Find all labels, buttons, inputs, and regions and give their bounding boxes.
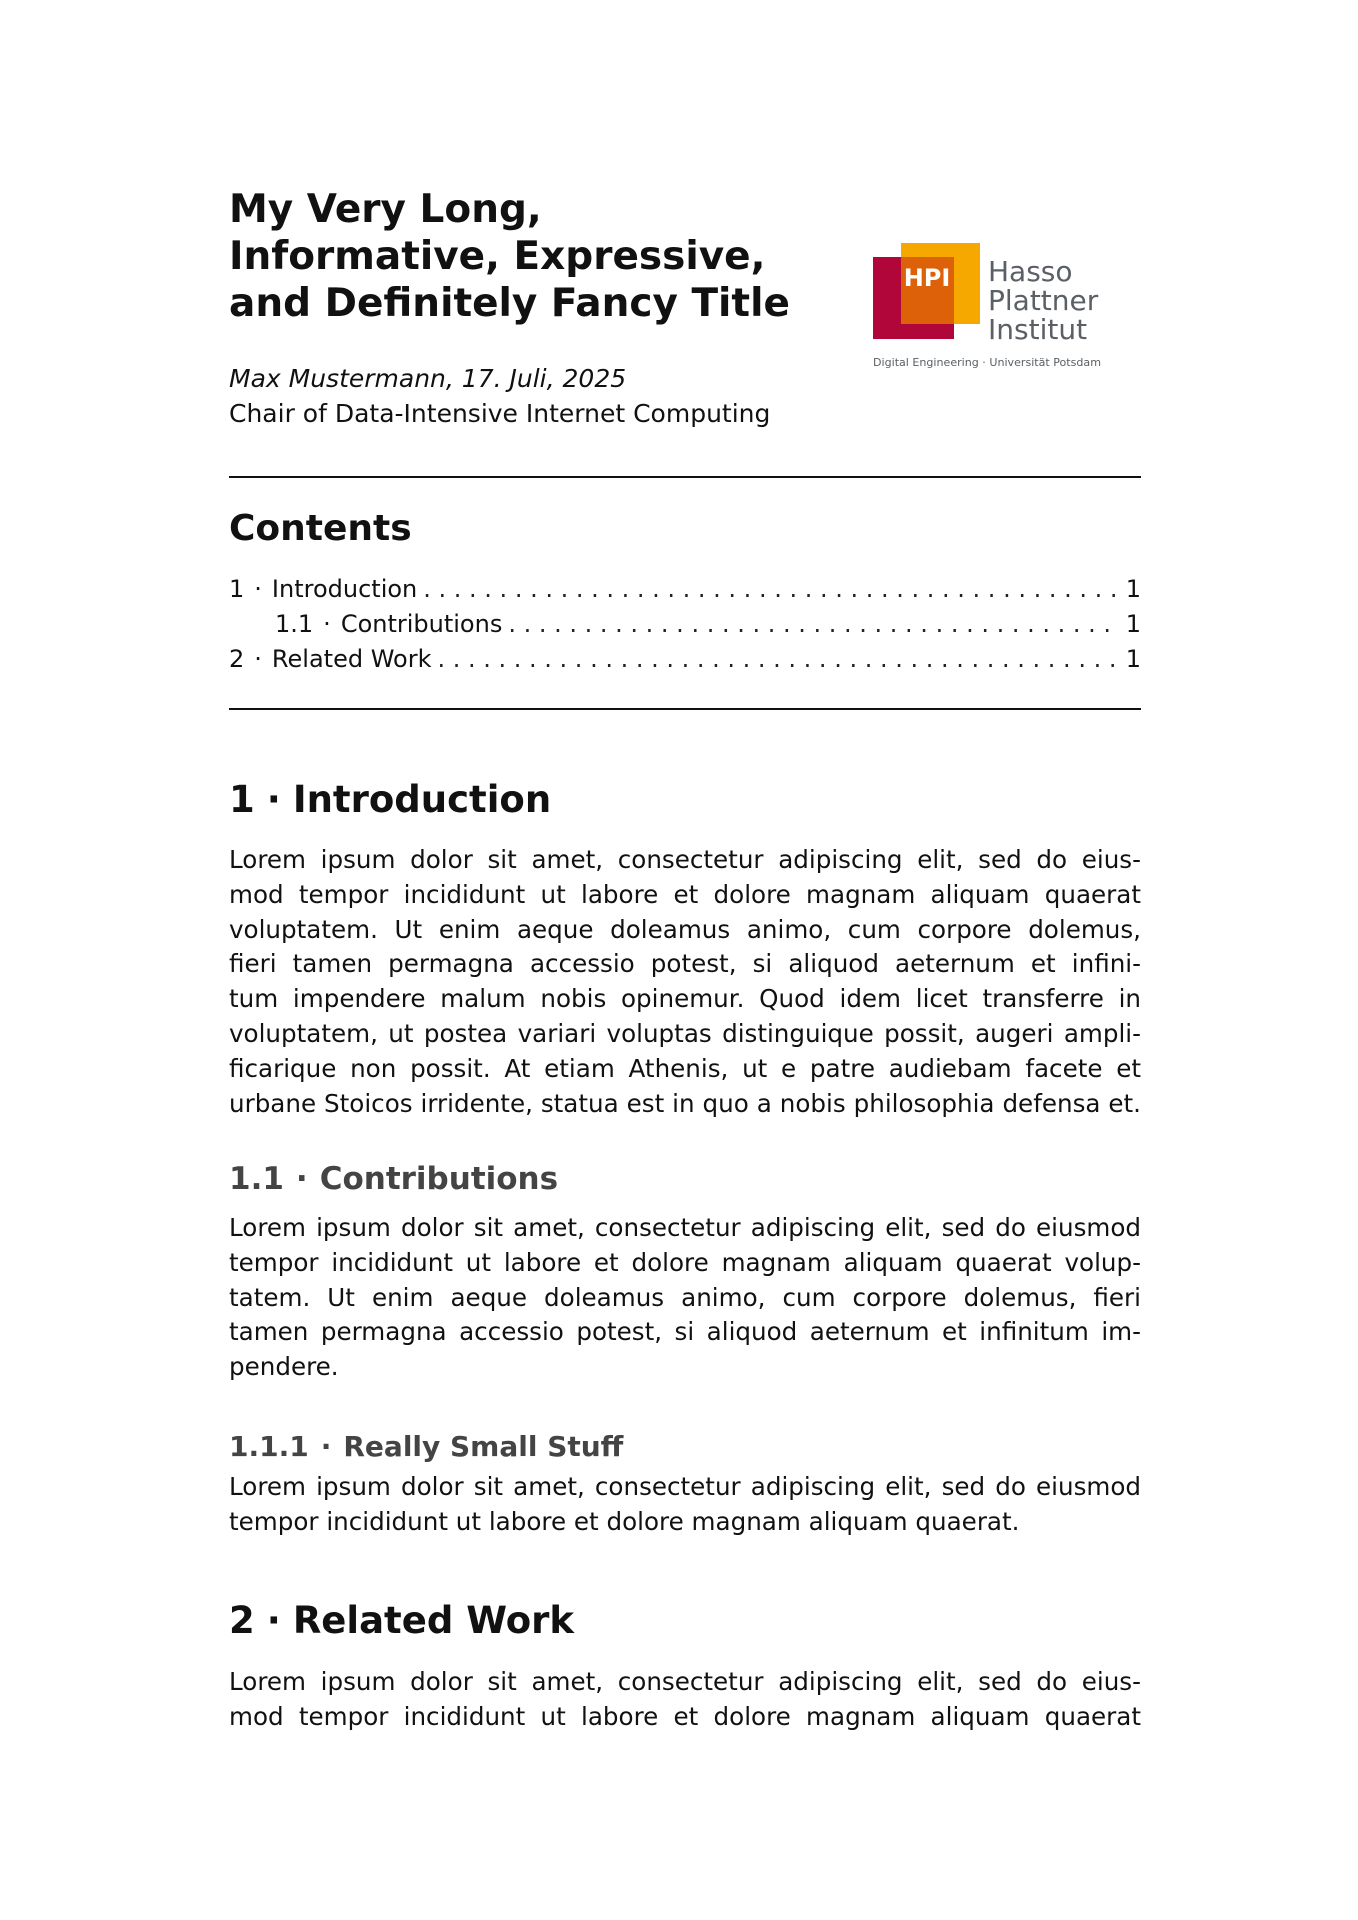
toc-entry-label: Contributions <box>340 610 503 638</box>
heading-separator: · <box>295 1161 308 1197</box>
document-title <box>229 186 869 327</box>
logo-name-line: Hasso <box>988 255 1073 288</box>
toc-leader-dots <box>423 572 1119 607</box>
toc-separator: · <box>254 575 262 603</box>
text-line: tamen permagna accessio potest, si aliquod aeternum et infinitum im- <box>229 1317 1141 1347</box>
toc-leader-dots <box>437 642 1119 677</box>
text-line: tempor incididunt ut labore et dolore magnam aliquam quaerat. <box>229 1506 1020 1536</box>
toc-entry-number: 2 <box>229 645 245 673</box>
toc-page-number: 1 <box>1125 610 1141 638</box>
text-line: mod tempor incididunt ut labore et dolore magnam aliquam quaerat <box>229 879 1141 909</box>
title-line: and Definitely Fancy Title <box>229 281 790 326</box>
text-line: Lorem ipsum dolor sit amet, consectetur adipiscing elit, sed do eiusmod <box>229 1213 1141 1242</box>
author-name: Max Mustermann <box>229 364 446 393</box>
text-line: tatem. Ut enim aeque doleamus animo, cum corpore dolemus, fieri <box>229 1282 1141 1312</box>
heading-separator: · <box>266 778 281 821</box>
heading-separator: · <box>320 1430 332 1463</box>
section-number: 1.1.1 <box>229 1430 309 1463</box>
logo-tagline: Digital Engineering · Universität Potsdam <box>873 356 1101 369</box>
intro-paragraph <box>229 843 1141 1121</box>
toc-entry-label: Related Work <box>271 645 432 673</box>
toc-entry[interactable] <box>229 642 1141 677</box>
section-title: Introduction <box>292 778 552 821</box>
toc-page-number: 1 <box>1125 575 1141 603</box>
hpi-logo <box>873 243 1105 373</box>
section-heading <box>229 1599 574 1643</box>
text-line: tempor incididunt ut labore et dolore magnam aliquam quaerat volup- <box>229 1247 1141 1277</box>
heading-separator: · <box>266 1599 281 1642</box>
document-date: , 17. Juli, 2025 <box>445 364 627 393</box>
toc-entry-number: 1 <box>229 575 245 603</box>
text-line: pendere. <box>229 1352 339 1382</box>
chair-affiliation: Chair of Data-Intensive Internet Computing <box>229 399 771 428</box>
toc-heading: Contents <box>229 508 412 549</box>
subsection-heading <box>229 1159 558 1199</box>
text-line: voluptatem. Ut enim aeque doleamus animo, cum corpore dolemus, <box>229 914 1141 944</box>
section-title: Related Work <box>292 1599 574 1642</box>
section-number: 2 <box>229 1599 255 1642</box>
toc-separator: · <box>254 645 262 673</box>
toc-entry[interactable] <box>229 607 1141 642</box>
text-line: ficarique non possit. At etiam Athenis, ut e patre audiebam facete et <box>229 1053 1141 1083</box>
section-number: 1.1 <box>229 1161 284 1197</box>
toc-entry-number: 1.1 <box>275 610 314 638</box>
table-of-contents <box>229 572 1141 677</box>
section-number: 1 <box>229 778 255 821</box>
logo-mark: HPI <box>903 264 951 292</box>
text-line: mod tempor incididunt ut labore et dolore magnam aliquam quaerat <box>229 1701 1141 1731</box>
text-line: urbane Stoicos irridente, statua est in quo a nobis philosophia defensa et. <box>229 1088 1141 1118</box>
section-heading <box>229 778 551 822</box>
text-line: Lorem ipsum dolor sit amet, consectetur adipiscing elit, sed do eius- <box>229 845 1141 874</box>
hpi-logo-graphic <box>873 243 1105 373</box>
divider <box>229 708 1141 710</box>
toc-page-number: 1 <box>1125 645 1141 673</box>
title-line: My Very Long, <box>229 187 542 232</box>
related-work-paragraph <box>229 1665 1141 1735</box>
toc-entry-label: Introduction <box>271 575 418 603</box>
divider <box>229 476 1141 478</box>
subsubsection-heading <box>229 1429 623 1465</box>
toc-leader-dots <box>508 607 1119 642</box>
logo-name-line: Institut <box>988 313 1088 346</box>
section-title: Contributions <box>319 1161 559 1197</box>
section-title: Really Small Stuff <box>343 1430 624 1463</box>
logo-name-line: Plattner <box>988 284 1099 317</box>
toc-separator: · <box>323 610 331 638</box>
contributions-paragraph <box>229 1211 1141 1385</box>
small-stuff-paragraph <box>229 1470 1141 1540</box>
toc-entry[interactable] <box>229 572 1141 607</box>
text-line: voluptatem, ut postea variari voluptas distinguique possit, augeri ampli- <box>229 1018 1141 1048</box>
author-date-line <box>229 362 626 396</box>
text-line: tum impendere malum nobis opinemur. Quod idem licet transferre in <box>229 984 1141 1014</box>
text-line: Lorem ipsum dolor sit amet, consectetur adipiscing elit, sed do eius- <box>229 1667 1141 1696</box>
text-line: fieri tamen permagna accessio potest, si aliquod aeternum et infini- <box>229 949 1141 979</box>
title-line: Informative, Expressive, <box>229 234 766 279</box>
text-line: Lorem ipsum dolor sit amet, consectetur adipiscing elit, sed do eiusmod <box>229 1472 1141 1501</box>
